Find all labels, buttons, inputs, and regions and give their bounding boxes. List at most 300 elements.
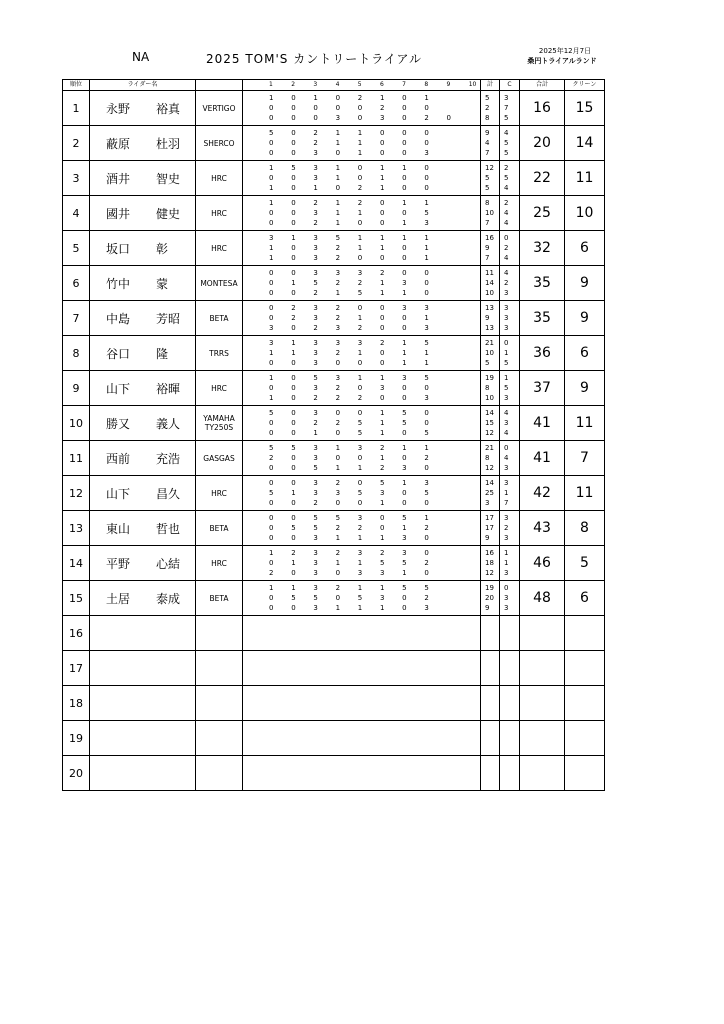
section-score: 0 bbox=[335, 429, 341, 437]
lap-cleans-cell bbox=[500, 266, 520, 301]
lap-total: 5 bbox=[485, 184, 490, 192]
section-score: 2 bbox=[424, 524, 429, 532]
section-score: 0 bbox=[357, 384, 363, 392]
section-score: 1 bbox=[357, 604, 363, 612]
section-score: 1 bbox=[402, 164, 407, 172]
section-score: 1 bbox=[402, 219, 407, 227]
total-cell: 16 bbox=[520, 91, 565, 126]
section-score: 1 bbox=[269, 394, 274, 402]
lap-totals-cell bbox=[481, 91, 500, 126]
section-score: 0 bbox=[269, 464, 274, 472]
section-score: 2 bbox=[357, 199, 363, 207]
section-score: 2 bbox=[313, 499, 318, 507]
section-score: 1 bbox=[335, 209, 341, 217]
table-row bbox=[63, 161, 605, 196]
event-title: 2025 TOM'S カントリートライアル bbox=[206, 52, 423, 66]
lap-clean-count bbox=[504, 638, 519, 648]
section-score: 0 bbox=[402, 184, 407, 192]
section-score: 2 bbox=[357, 184, 363, 192]
clean-cell: 11 bbox=[565, 406, 605, 441]
col-total: 合計 bbox=[520, 80, 565, 91]
lap-line bbox=[269, 323, 480, 333]
lap-cleans-cell bbox=[500, 371, 520, 406]
section-score: 0 bbox=[424, 384, 429, 392]
section-score: 0 bbox=[335, 569, 341, 577]
section-score: 0 bbox=[291, 454, 296, 462]
section-score: 0 bbox=[402, 454, 407, 462]
machine-cell: HRC bbox=[196, 231, 243, 266]
section-score: 1 bbox=[379, 289, 385, 297]
section-score: 0 bbox=[269, 139, 274, 147]
lap-clean-count: 5 bbox=[504, 139, 509, 147]
section-score: 0 bbox=[291, 514, 296, 522]
section-score: 0 bbox=[402, 269, 407, 277]
section-score: 3 bbox=[402, 464, 407, 472]
table-row bbox=[63, 91, 605, 126]
section-score: 0 bbox=[357, 164, 363, 172]
lap-totals-cell bbox=[481, 441, 500, 476]
lap-total bbox=[485, 778, 499, 788]
results-body bbox=[63, 91, 605, 791]
lap-cleans-cell bbox=[500, 91, 520, 126]
col-clean-count: C bbox=[500, 80, 520, 91]
section-score: 0 bbox=[379, 304, 385, 312]
total-cell: 22 bbox=[520, 161, 565, 196]
section-score: 3 bbox=[379, 384, 385, 392]
lap-total: 16 bbox=[485, 549, 494, 557]
section-score: 0 bbox=[291, 384, 296, 392]
section-score: 0 bbox=[291, 419, 296, 427]
section-score: 0 bbox=[335, 184, 341, 192]
lap-line bbox=[269, 453, 480, 463]
lap-line bbox=[269, 163, 480, 173]
section-score: 3 bbox=[335, 339, 341, 347]
section-score: 3 bbox=[269, 339, 274, 347]
total-cell bbox=[520, 616, 565, 651]
lap-line bbox=[269, 583, 480, 593]
lap-clean-count bbox=[504, 618, 519, 628]
section-score: 1 bbox=[424, 444, 429, 452]
section-score: 0 bbox=[424, 174, 429, 182]
section-score: 1 bbox=[269, 199, 274, 207]
lap-clean-count: 1 bbox=[504, 549, 509, 557]
clean-cell bbox=[565, 686, 605, 721]
lap-clean-count bbox=[504, 758, 519, 768]
table-row bbox=[63, 721, 605, 756]
section-score: 5 bbox=[313, 594, 318, 602]
lap-clean-count: 3 bbox=[504, 419, 509, 427]
lap-clean-count: 0 bbox=[504, 584, 509, 592]
lap-line bbox=[269, 523, 480, 533]
lap-line bbox=[269, 498, 480, 508]
lap-cleans-cell bbox=[500, 406, 520, 441]
lap-clean-count: 4 bbox=[504, 209, 509, 217]
rank-cell: 7 bbox=[63, 301, 90, 336]
lap-line bbox=[269, 358, 480, 368]
section-score: 0 bbox=[291, 479, 296, 487]
total-cell: 43 bbox=[520, 511, 565, 546]
section-score: 0 bbox=[291, 209, 296, 217]
section-score: 0 bbox=[402, 314, 407, 322]
section-score: 1 bbox=[424, 254, 429, 262]
lap-cleans-cell bbox=[500, 301, 520, 336]
section-score: 1 bbox=[402, 479, 407, 487]
lap-clean-count: 3 bbox=[504, 604, 509, 612]
section-score: 0 bbox=[291, 129, 296, 137]
section-score: 3 bbox=[402, 549, 407, 557]
section-score: 1 bbox=[379, 244, 385, 252]
lap-clean-count: 2 bbox=[504, 199, 509, 207]
section-score: 3 bbox=[357, 569, 363, 577]
section-score: 5 bbox=[424, 209, 429, 217]
col-clean: クリーン bbox=[565, 80, 605, 91]
section-score: 3 bbox=[424, 604, 429, 612]
table-row bbox=[63, 196, 605, 231]
lap-line bbox=[269, 428, 480, 438]
lap-line bbox=[269, 778, 480, 788]
section-score: 2 bbox=[335, 314, 341, 322]
rider-last-name: 永野 bbox=[106, 101, 131, 116]
lap-clean-count: 3 bbox=[504, 324, 509, 332]
lap-line bbox=[269, 408, 480, 418]
section-score: 1 bbox=[379, 499, 385, 507]
lap-clean-count: 4 bbox=[504, 219, 509, 227]
clean-cell: 6 bbox=[565, 231, 605, 266]
section-score: 1 bbox=[402, 569, 407, 577]
section-score: 1 bbox=[335, 174, 341, 182]
section-score: 3 bbox=[313, 584, 318, 592]
section-score: 1 bbox=[269, 94, 274, 102]
section-score: 2 bbox=[335, 479, 341, 487]
lap-clean-count: 2 bbox=[504, 279, 509, 287]
section-score: 1 bbox=[424, 349, 429, 357]
lap-line bbox=[269, 113, 480, 123]
section-score: 3 bbox=[402, 304, 407, 312]
machine-cell: HRC bbox=[196, 371, 243, 406]
machine-cell bbox=[196, 686, 243, 721]
section-score: 3 bbox=[313, 479, 318, 487]
lap-cleans-cell bbox=[500, 756, 520, 791]
section-score: 0 bbox=[269, 429, 274, 437]
section-score: 5 bbox=[313, 279, 318, 287]
section-score: 1 bbox=[379, 534, 385, 542]
lap-total bbox=[485, 653, 499, 663]
section-score: 2 bbox=[379, 464, 385, 472]
lap-clean-count bbox=[504, 743, 519, 753]
lap-line bbox=[269, 743, 480, 753]
section-score: 5 bbox=[357, 419, 363, 427]
clean-cell: 11 bbox=[565, 161, 605, 196]
lap-scores-cell bbox=[243, 616, 481, 651]
section-score: 1 bbox=[402, 349, 407, 357]
section-score: 3 bbox=[313, 339, 318, 347]
lap-total: 3 bbox=[485, 499, 490, 507]
lap-line bbox=[269, 628, 480, 638]
lap-total: 9 bbox=[485, 604, 490, 612]
section-score: 5 bbox=[402, 409, 407, 417]
lap-cleans-cell bbox=[500, 441, 520, 476]
clean-cell: 8 bbox=[565, 511, 605, 546]
section-score: 5 bbox=[313, 374, 318, 382]
section-score: 0 bbox=[424, 464, 429, 472]
lap-total bbox=[485, 688, 499, 698]
lap-totals-cell bbox=[481, 511, 500, 546]
section-score: 3 bbox=[424, 149, 429, 157]
section-score: 1 bbox=[379, 374, 385, 382]
section-score: 1 bbox=[379, 409, 385, 417]
section-score: 5 bbox=[357, 289, 363, 297]
rider-name-cell bbox=[90, 581, 196, 616]
rank-cell: 6 bbox=[63, 266, 90, 301]
table-row bbox=[63, 336, 605, 371]
lap-clean-count bbox=[504, 708, 519, 718]
section-score: 3 bbox=[313, 349, 318, 357]
results-table bbox=[62, 79, 605, 791]
lap-clean-count: 0 bbox=[504, 234, 509, 242]
lap-clean-count: 1 bbox=[504, 489, 509, 497]
lap-cleans-cell bbox=[500, 161, 520, 196]
rider-first-name: 哲也 bbox=[156, 521, 181, 536]
lap-clean-count: 7 bbox=[504, 499, 509, 507]
total-cell: 37 bbox=[520, 371, 565, 406]
section-score: 3 bbox=[335, 114, 341, 122]
section-score: 5 bbox=[424, 489, 429, 497]
section-score: 2 bbox=[335, 349, 341, 357]
lap-line bbox=[269, 93, 480, 103]
rider-first-name: 心結 bbox=[156, 556, 181, 571]
lap-line bbox=[269, 463, 480, 473]
clean-cell: 11 bbox=[565, 476, 605, 511]
clean-cell: 9 bbox=[565, 301, 605, 336]
lap-totals-cell bbox=[481, 231, 500, 266]
section-score: 1 bbox=[335, 534, 341, 542]
section-score: 1 bbox=[335, 444, 341, 452]
section-score: 1 bbox=[379, 279, 385, 287]
table-row bbox=[63, 301, 605, 336]
section-score: 2 bbox=[313, 419, 318, 427]
section-number: 2 bbox=[291, 81, 296, 88]
total-cell: 35 bbox=[520, 301, 565, 336]
lap-line bbox=[269, 663, 480, 673]
lap-clean-count: 7 bbox=[504, 104, 509, 112]
section-score: 0 bbox=[291, 219, 296, 227]
section-score: 0 bbox=[402, 94, 407, 102]
lap-line bbox=[269, 373, 480, 383]
rank-cell: 13 bbox=[63, 511, 90, 546]
section-score: 1 bbox=[357, 559, 363, 567]
rider-name-cell bbox=[90, 616, 196, 651]
section-score: 0 bbox=[357, 254, 363, 262]
lap-totals-cell bbox=[481, 686, 500, 721]
section-score: 1 bbox=[379, 164, 385, 172]
section-score: 1 bbox=[291, 339, 296, 347]
section-score: 1 bbox=[379, 604, 385, 612]
section-score: 0 bbox=[424, 569, 429, 577]
rider-last-name: 山下 bbox=[106, 381, 131, 396]
lap-scores-cell bbox=[243, 336, 481, 371]
section-score: 0 bbox=[357, 454, 363, 462]
lap-line bbox=[269, 103, 480, 113]
section-score: 2 bbox=[335, 524, 341, 532]
lap-scores-cell bbox=[243, 441, 481, 476]
section-score: 0 bbox=[379, 524, 385, 532]
rank-cell: 3 bbox=[63, 161, 90, 196]
section-score: 0 bbox=[335, 409, 341, 417]
lap-totals-cell bbox=[481, 161, 500, 196]
rider-first-name: 昌久 bbox=[156, 486, 181, 501]
lap-scores-cell bbox=[243, 756, 481, 791]
section-score: 5 bbox=[357, 489, 363, 497]
table-row bbox=[63, 511, 605, 546]
section-score: 5 bbox=[313, 514, 318, 522]
lap-total: 10 bbox=[485, 289, 494, 297]
section-score: 2 bbox=[357, 279, 363, 287]
total-cell bbox=[520, 756, 565, 791]
section-score: 1 bbox=[379, 429, 385, 437]
section-score: 3 bbox=[313, 604, 318, 612]
section-score: 2 bbox=[424, 559, 429, 567]
section-score: 5 bbox=[402, 559, 407, 567]
event-venue: 桑円トライアルランド bbox=[527, 57, 597, 65]
total-cell bbox=[520, 721, 565, 756]
section-score: 1 bbox=[335, 139, 341, 147]
section-score: 1 bbox=[379, 454, 385, 462]
lap-total bbox=[485, 663, 499, 673]
total-cell: 36 bbox=[520, 336, 565, 371]
clean-cell: 6 bbox=[565, 581, 605, 616]
lap-line bbox=[269, 513, 480, 523]
section-score: 2 bbox=[313, 199, 318, 207]
rider-name-cell bbox=[90, 266, 196, 301]
rider-name-cell bbox=[90, 721, 196, 756]
section-score: 2 bbox=[313, 129, 318, 137]
lap-totals-cell bbox=[481, 371, 500, 406]
table-row bbox=[63, 546, 605, 581]
lap-scores-cell bbox=[243, 546, 481, 581]
section-score: 5 bbox=[313, 464, 318, 472]
section-score: 3 bbox=[269, 234, 274, 242]
section-score: 3 bbox=[313, 244, 318, 252]
rider-first-name: 芳昭 bbox=[156, 311, 181, 326]
lap-total: 20 bbox=[485, 594, 494, 602]
section-score: 0 bbox=[291, 429, 296, 437]
section-score: 2 bbox=[313, 139, 318, 147]
section-score: 3 bbox=[313, 359, 318, 367]
section-score: 0 bbox=[335, 454, 341, 462]
rider-last-name: 坂口 bbox=[106, 241, 131, 256]
lap-line bbox=[269, 218, 480, 228]
section-score: 0 bbox=[269, 174, 274, 182]
section-number: 8 bbox=[424, 81, 429, 88]
section-score: 3 bbox=[424, 304, 429, 312]
lap-line bbox=[269, 393, 480, 403]
lap-clean-count: 4 bbox=[504, 454, 509, 462]
machine-cell: HRC bbox=[196, 476, 243, 511]
rider-name-cell bbox=[90, 161, 196, 196]
section-score: 0 bbox=[269, 514, 274, 522]
lap-total bbox=[485, 673, 499, 683]
section-score: 5 bbox=[291, 164, 296, 172]
lap-line bbox=[269, 758, 480, 768]
lap-totals-cell bbox=[481, 546, 500, 581]
section-score: 0 bbox=[291, 464, 296, 472]
section-score: 1 bbox=[379, 234, 385, 242]
section-score: 1 bbox=[357, 139, 363, 147]
rank-cell: 19 bbox=[63, 721, 90, 756]
lap-line bbox=[269, 653, 480, 663]
section-score: 0 bbox=[291, 374, 296, 382]
lap-cleans-cell bbox=[500, 196, 520, 231]
clean-cell: 15 bbox=[565, 91, 605, 126]
lap-clean-count: 3 bbox=[504, 534, 509, 542]
section-score: 2 bbox=[357, 324, 363, 332]
lap-cleans-cell bbox=[500, 721, 520, 756]
lap-cleans-cell bbox=[500, 616, 520, 651]
rank-cell: 8 bbox=[63, 336, 90, 371]
lap-cleans-cell bbox=[500, 336, 520, 371]
section-score: 0 bbox=[379, 349, 385, 357]
machine-cell bbox=[196, 651, 243, 686]
lap-cleans-cell bbox=[500, 476, 520, 511]
section-score: 1 bbox=[357, 584, 363, 592]
lap-clean-count: 4 bbox=[504, 409, 509, 417]
lap-clean-count bbox=[504, 663, 519, 673]
lap-line bbox=[269, 688, 480, 698]
section-score: 1 bbox=[269, 244, 274, 252]
lap-line bbox=[269, 253, 480, 263]
lap-line bbox=[269, 243, 480, 253]
lap-clean-count: 3 bbox=[504, 514, 509, 522]
lap-line bbox=[269, 208, 480, 218]
clean-cell: 10 bbox=[565, 196, 605, 231]
lap-clean-count bbox=[504, 688, 519, 698]
section-score: 0 bbox=[291, 254, 296, 262]
rank-cell: 10 bbox=[63, 406, 90, 441]
section-score: 0 bbox=[357, 304, 363, 312]
section-score: 2 bbox=[335, 279, 341, 287]
rider-name-cell bbox=[90, 91, 196, 126]
section-score: 1 bbox=[402, 289, 407, 297]
lap-scores-cell bbox=[243, 196, 481, 231]
section-score: 1 bbox=[291, 279, 296, 287]
rider-name-cell bbox=[90, 686, 196, 721]
lap-totals-cell bbox=[481, 721, 500, 756]
lap-clean-count: 5 bbox=[504, 359, 509, 367]
machine-cell: VERTIGO bbox=[196, 91, 243, 126]
lap-clean-count: 4 bbox=[504, 269, 509, 277]
lap-clean-count: 1 bbox=[504, 374, 509, 382]
section-score: 0 bbox=[269, 524, 274, 532]
section-score: 0 bbox=[357, 359, 363, 367]
lap-clean-count: 4 bbox=[504, 129, 509, 137]
section-score: 1 bbox=[379, 174, 385, 182]
section-score: 0 bbox=[424, 289, 429, 297]
rider-last-name: 山下 bbox=[106, 486, 131, 501]
section-score: 3 bbox=[313, 489, 318, 497]
section-score: 3 bbox=[313, 234, 318, 242]
section-score: 0 bbox=[357, 104, 363, 112]
lap-total: 7 bbox=[485, 254, 490, 262]
section-score: 1 bbox=[379, 419, 385, 427]
table-row bbox=[63, 441, 605, 476]
rider-last-name: 谷口 bbox=[106, 346, 131, 361]
rider-name-cell bbox=[90, 126, 196, 161]
rider-last-name: 酒井 bbox=[106, 171, 131, 186]
section-score: 5 bbox=[335, 514, 341, 522]
lap-scores-cell bbox=[243, 721, 481, 756]
section-score: 5 bbox=[424, 429, 429, 437]
clean-cell: 5 bbox=[565, 546, 605, 581]
